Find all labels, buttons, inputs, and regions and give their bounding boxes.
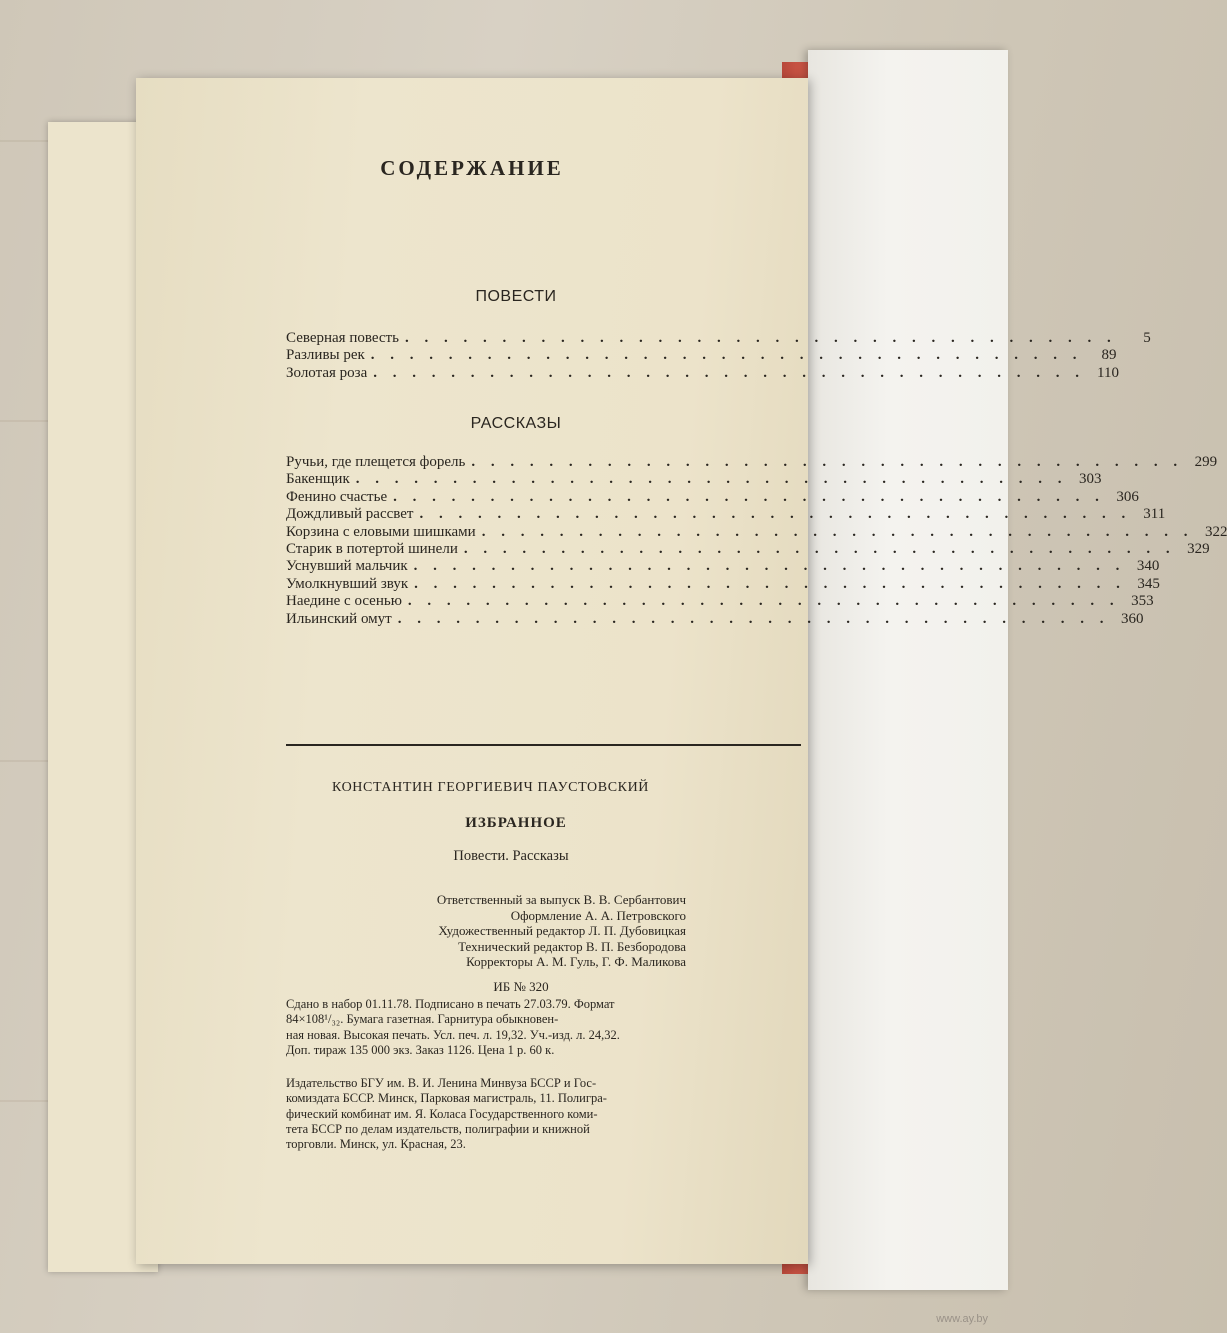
toc-entry: Уснувший мальчик . . . . . . . . . . . . . . . . . . . . . . . . . . . . . . . . . . . . . 340: [286, 558, 1160, 575]
colophon-ib-number: ИБ № 320: [493, 979, 549, 994]
publisher-line: фический комбинат им. Я. Коласа Государственного коми-: [286, 1106, 598, 1121]
credit-line: Корректоры А. М. Гуль, Г. Ф. Маликова: [466, 954, 686, 969]
toc-entry: Северная повесть . . . . . . . . . . . . . . . . . . . . . . . . . . . . . . . . . . . . . 5: [286, 330, 1151, 346]
credit-line: Художественный редактор Л. П. Дубовицкая: [438, 923, 686, 938]
credit-line: Ответственный за выпуск В. В. Сербантович: [436, 892, 686, 907]
credit-line: Технический редактор В. П. Безбородова: [458, 938, 686, 954]
section-heading-povesti: ПОВЕСТИ: [475, 288, 557, 305]
toc-entry: Дождливый рассвет . . . . . . . . . . . . . . . . . . . . . . . . . . . . . . . . . . . . . 311: [286, 506, 1166, 523]
toc-entry: Фенино счастье . . . . . . . . . . . . . . . . . . . . . . . . . . . . . . . . . . . . . 306: [286, 488, 1139, 505]
toc-entry: Разливы рек . . . . . . . . . . . . . . . . . . . . . . . . . . . . . . . . . . . . . 89: [286, 347, 1117, 364]
toc-list-povesti: [286, 330, 1151, 382]
colophon-credits: [286, 892, 686, 970]
toc-entry: Золотая роза . . . . . . . . . . . . . . . . . . . . . . . . . . . . . . . . . . . . . 110: [286, 364, 1119, 381]
colophon-imprint: [286, 997, 756, 1058]
publisher-line: торговли. Минск, ул. Красная, 23.: [286, 1137, 466, 1152]
imprint-line: Доп. тираж 135 000 экз. Заказ 1126. Цена 1 р. 60 к.: [286, 1042, 555, 1057]
colophon-genre: Повести. Рассказы: [453, 848, 569, 864]
section-heading-rasskazy: РАССКАЗЫ: [470, 415, 562, 432]
credit-line: Оформление А. А. Петровского: [510, 907, 686, 923]
toc-entry: Корзина с еловыми шишками . . . . . . . . . . . . . . . . . . . . . . . . . . . . . . . . . . . . . 322: [286, 523, 1227, 540]
colophon-book-title: ИЗБРАННОЕ: [465, 815, 567, 831]
publisher-line: Издательство БГУ им. В. И. Ленина Минвуза БССР и Гос-: [286, 1076, 597, 1090]
toc-list-rasskazy: [286, 454, 1227, 628]
publisher-line: комиздата БССР. Минск, Парковая магистраль, 11. Полигра-: [286, 1091, 607, 1106]
imprint-line: Сдано в набор 01.11.78. Подписано в печать 27.03.79. Формат: [286, 997, 615, 1011]
site-watermark: www.ay.by: [936, 1313, 988, 1325]
colophon-publisher: [286, 1076, 756, 1152]
facing-page: [808, 50, 1008, 1290]
toc-entry: Старик в потертой шинели . . . . . . . . . . . . . . . . . . . . . . . . . . . . . . . . . . . . . 329: [286, 540, 1210, 557]
toc-entry: Ручьи, где плещется форель . . . . . . . . . . . . . . . . . . . . . . . . . . . . . . . . . . . . . 299: [286, 454, 1218, 470]
imprint-line: ная новая. Высокая печать. Усл. печ. л. 19,32. Уч.-изд. л. 24,32.: [286, 1027, 620, 1042]
contents-title: СОДЕРЖАНИЕ: [380, 156, 564, 180]
toc-entry: Ильинский омут . . . . . . . . . . . . . . . . . . . . . . . . . . . . . . . . . . . . . 360: [286, 610, 1144, 627]
imprint-line: 84×108¹/₃₂. Бумага газетная. Гарнитура обыкновен-: [286, 1012, 559, 1027]
toc-entry: Умолкнувший звук . . . . . . . . . . . . . . . . . . . . . . . . . . . . . . . . . . . . . 345: [286, 575, 1160, 592]
publisher-line: тета БССР по делам издательств, полиграфии и книжной: [286, 1121, 590, 1136]
toc-entry: Бакенщик . . . . . . . . . . . . . . . . . . . . . . . . . . . . . . . . . . . . . 303: [286, 471, 1102, 488]
toc-entry: Наедине с осенью . . . . . . . . . . . . . . . . . . . . . . . . . . . . . . . . . . . . . 353: [286, 593, 1154, 610]
book-page: [136, 78, 1227, 1264]
divider-rule: [286, 744, 801, 746]
colophon-author: КОНСТАНТИН ГЕОРГИЕВИЧ ПАУСТОВСКИЙ: [332, 780, 649, 795]
